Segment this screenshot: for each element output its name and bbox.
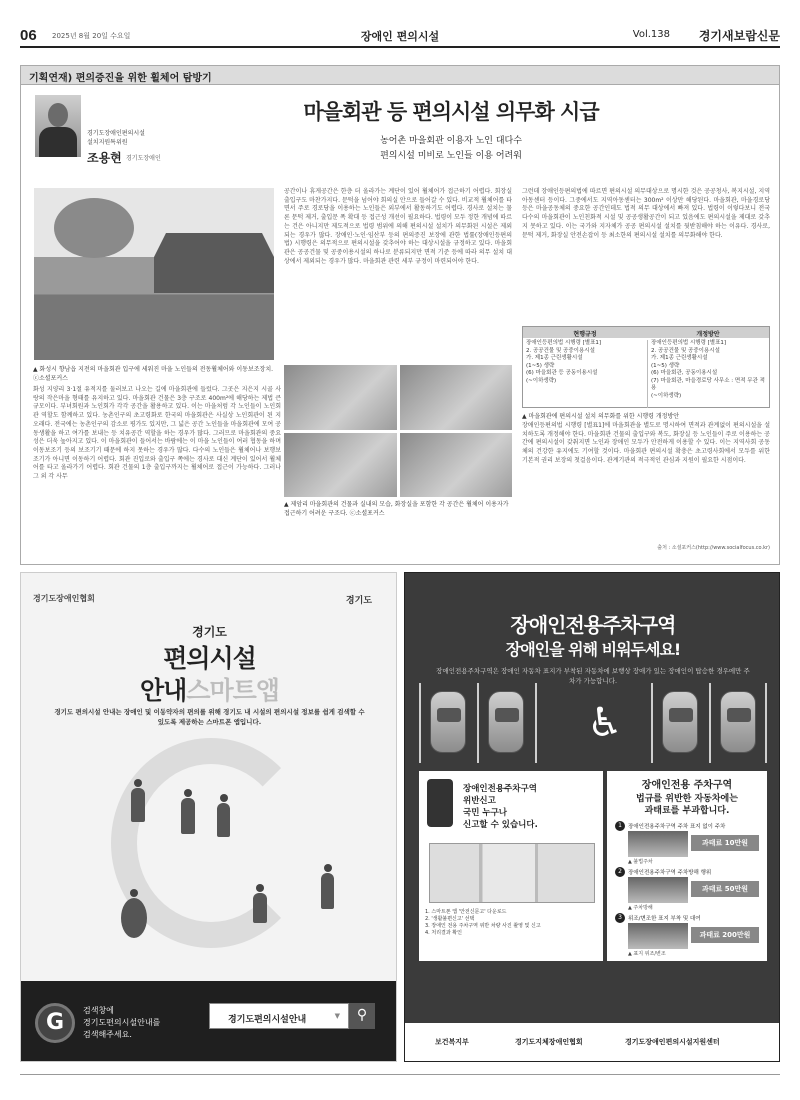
gyeonggi-logo: 경기도 [345,596,372,606]
interior-photo [284,433,397,498]
sponsor-logo: 보건복지부 [435,1038,469,1046]
table-caption: ▲ 마을회관에 편의시설 설치 의무화를 위한 시행령 개정방안 [522,413,680,420]
fine-sub: ▲ 불법주차 [628,859,653,865]
article-body-column: 장애인등편의법 시행령 [별표1]에 마을회관을 별도로 명시하여 면적과 관계없이 편의시설을 설치하도록 개정해야 한다. 마을회관 건물의 출입구와 복도, 화장실 등 노인들이 주로 이용하는 공간에 편의시설이 갖춰지면 노인과 장애인 모두가 안전하게 이용할 수 있다. 이는 지역사회 공동체의 건강한 유지에도 기여할 것이다. 마을회관 편의시설 확충은 초고령사회에서 모두를 위한 기본적 권리 보장의 첫걸음이다. 관계기관의 적극적인 관심과 지원이 필요한 시점이다. [522,422,770,464]
person-illustration [321,873,334,909]
volume-number: Vol.138 [632,29,670,40]
report-step: 4. 처리결과 확인 [425,930,462,936]
subtitle-line: 농어촌 마을회관 이용자 노인 대다수 [380,136,522,146]
report-panel [419,771,603,961]
fine-label: 위조/변조한 표지 부착 및 대여 [628,916,701,922]
footer-rule [20,1074,780,1075]
article-body-column: 그런데 장애인등편의법에 따르면 편의시설 의무대상으로 명시한 것은 공공청사, 복지시설, 지역아동센터 등이다. 그중에서도 지역아동센터는 300m² 이상만 해당된다. 마을회관, 마을경로당 등은 마을공동체의 중요한 공간인데도 법적 의무 대상에서 빠져 있다. 법령이 이렇다보니 전국 다수의 마을회관이 노인친화적 시설 및 공공생활공간이 되고 있음에도 편의시설을 제대로 갖추지 못하고 있다. 이는 국가와 지자체가 공공 편의시설 설치를 뒷받침해야 하는 이유다. 경사로, 문턱 제거, 화장실 안전손잡이 등 최소한의 편의시설 설치를 의무화해야 한다. [522,188,770,239]
app-screenshots [429,843,595,903]
interior-photos [284,365,512,497]
fine-sub: ▲ 주차방해 [628,905,653,911]
person-illustration [217,803,230,837]
article-source: 출처 : 소셜포커스(http://www.socialfocus.co.kr) [657,545,770,551]
newspaper-name: 경기새보람신문 [698,29,780,43]
ad-title-small: 경기도 [192,625,227,639]
author-role: 경기도장애인 [126,155,161,162]
fine-amount: 과태료 50만원 [691,881,759,897]
ad-title-line1: 편의시설 [163,644,256,673]
report-step: 1. 스마트폰 앱 '안전신문고' 다운로드 [425,909,507,915]
village-hall-photo [34,188,274,360]
ad-bottom-bar [21,981,397,1061]
car-icon [720,691,756,753]
fine-amount: 과태료 10만원 [691,835,759,851]
fine-amount: 과태료 200만원 [691,927,759,943]
interior-photo [400,365,513,430]
car-icon [488,691,524,753]
ad-description: 경기도 편의시설 안내는 장애인 및 이동약자의 편의를 위해 경기도 내 시설의 편의시설 정보를 쉽게 검색할 수 있도록 제공하는 스마트폰 앱입니다. [54,708,365,726]
page-number: 06 [20,27,37,44]
association-logo: 경기도장애인협회 [33,594,95,603]
parking-ad [404,572,780,1062]
subtitle-line: 편의시설 미비로 노인들 이용 어려워 [380,151,522,161]
g-badge-icon: G [35,1003,75,1043]
article-body-column: 화성 지양리 3·1절 유적지를 둘러보고 나오는 길에 마을회관에 들렀다. 그곳은 지은지 시골 사랑의 작은마을 형태를 유지하고 있다. 마을회관 건물은 3층 구조로 400m²에 해당하는 제법 큰 규모이다. 부녀회원과 노인회가 각각 공간을 활용하고 있다. 이는 마을처럼 각 노인들이 노인회관 역할도 함께하고 있다. 농촌인구의 초고령화로 한국의 마을회관은 사실상 노인회관이 된 지 오래다. 전국에는 농촌인구의 감소로 평가도 있지만, 그 넓은 공간 노인들을 마을회관에 모여 공동생활을 하고 여가를 보내는 등 치유공간 역할을 하는 경우가 많다. 그러므로 마을회관의 중요성은 더욱 높아지고 있다. 이 마을회관이 들어서는 바람에는 이 마을 노인들이 여러 협동을 하며 이동보조기 등의 보조기기 때문에 하지 못하는 경우가 많다. 다수의 노인들은 휠체어나 보행보조기가 아니면 이동하기 어렵다. 회관 진입로와 출입구 쪽에는 경사로 대신 계단이 있어서 휠체어를 타고 올라가기 어렵다. 회관 건물의 1층 출입구까지는 휠체어로 접근이 가능하다. 그러나 그 외 각 사무 [33,386,281,481]
article-subtitle [281,134,621,164]
person-illustration [253,893,267,923]
fine-sub: ▲ 표지 위조/변조 [628,951,666,957]
fine-label: 장애인전용주차구역 주차방해 행위 [628,870,712,876]
report-steps [425,909,597,937]
violation-photo [628,877,688,903]
fine-panel [607,771,767,961]
sponsor-logo: 경기도장애인편의시설지원센터 [625,1038,720,1046]
section-title: 장애인 편의시설 [360,30,440,43]
parking-headline: 장애인전용주차구역 [510,613,676,637]
regulation-table [522,326,770,408]
ad-title-light: 스마트앱 [186,676,279,705]
fine-title: 장애인전용 주차구역 [641,780,733,791]
wheelchair-user-illustration [121,898,147,938]
search-value: 경기도편의시설안내 [228,1015,307,1025]
fine-row: 3 위조/변조한 표지 부착 및 대여 과태료 200만원 ▲ 표지 위조/변조 [615,913,759,957]
report-step: 2. '생활불편신고' 선택 [425,916,475,922]
table-cell: 장애인등편의법 시행령 [별표1] 2. 공공건물 및 공중이용시설 가. 제1종 근린생활시설 (1~5) 생략 (6) 마을회관, 공동이용시설 (7) 마을회관, 마을경로당 사무소 : 면적 무관 적용 (~이하생략) [647,340,769,408]
chevron-down-icon: ▼ [334,1012,340,1020]
fine-row: 1 장애인전용주차구역 주차 표지 없이 주차 과태료 10만원 ▲ 불법주차 [615,821,759,865]
page-header [20,26,780,46]
search-icon[interactable]: ⚲ [349,1003,375,1029]
parking-lot-graphic [419,683,767,763]
report-step: 3. 장애인 전용 주차구역 위반 차량 사진 촬영 및 신고 [425,923,541,929]
car-icon [662,691,698,753]
fine-label: 장애인전용주차구역 주차 표지 없이 주차 [628,824,726,830]
author-photo [35,95,81,157]
author-org: 경기도장애인편의시설 설치지원특위원 [87,130,145,146]
table-header: 개정방안 [647,327,769,338]
person-illustration [181,798,195,834]
author-name: 조용현 [87,151,122,165]
search-prompt: 검색창에 경기도편의시설안내를 검색해주세요. [83,1006,161,1039]
article-title: 마을회관 등 편의시설 의무화 시급 [303,100,599,124]
search-input[interactable] [209,1003,349,1029]
article-body-column: 공간이나 휴게공간은 한층 더 올라가는 계단이 있어 휠체어가 접근하기 어렵다. 회장실 출입구도 마찬가지다. 문턱을 넘어야 회의실 안으로 들어갈 수 있다. 비교적 휠체어를 타면서 주로 경로당을 이용하는 노인들은 외부에서 활동하기도 어렵다. 경사로 설치는 물론 문턱 제거, 출입문 폭 확대 등 접근성 개선이 필요하다. 법령이 모두 정한 개념에 따르는 건은 아니지만 제도적으로 법령 범위에 의해 편의시설 설치가 의무화된 시설은 제외되는 경우가 많다. 장애인·노인·임산부 등의 편의증진 보장에 관한 법률(장애인등편의법) 시행령은 의무적으로 편의시설을 갖추어야 하는 대상시설을 규정하고 있다. 마을회관은 공공건물 및 공중이용시설의 하나로 분류되지만 면적 기준 등에 따라 의무 설치 대상에서 제외되는 경우가 많다. 마을회관 관련 세부 규정이 마련되어야 한다. [284,188,512,265]
phone-icon [427,779,453,827]
sponsor-logo: 경기도지체장애인협회 [515,1038,583,1046]
table-header: 현행규정 [523,327,647,338]
table-cell: 장애인등편의법 시행령 [별표1] 2. 공공건물 및 공중이용시설 가. 제1종 근린생활시설 (1~5) 생략 (6) 마을회관 등 공동이용시설 (~이하생략) [526,340,602,384]
ad-title-dark: 안내 [140,676,187,705]
car-icon [430,691,466,753]
parking-subheadline: 장애인을 위해 비워두세요! [505,640,681,659]
series-label: 기획연재) 편의증진을 위한 휠체어 탐방기 [21,66,779,85]
fine-subtitle: 법규를 위반한 자동차에는 과태료를 부과합니다. [636,794,738,816]
photo-caption: ▲ 제암리 마을회관의 건물과 실내의 모습, 화장실을 포함한 각 공간은 휠체어 이용자가 접근하기 어려운 구조다. ⓒ소셜포커스 [284,501,509,517]
fine-row: 2 장애인전용주차구역 주차방해 행위 과태료 50만원 ▲ 주차방해 [615,867,759,911]
interior-photo [284,365,397,430]
ad-title-line2 [21,671,397,707]
interior-photo [400,433,513,498]
parking-description: 장애인전용주차구역은 장애인 자동차 표지가 부착된 자동차에 보행상 장애가 있는 장애인이 탑승한 경우에만 주차가 가능합니다. [436,667,750,685]
header-rule [20,46,780,48]
violation-photo [628,923,688,949]
report-text: 장애인전용주차구역 위반신고 국민 누구나 신고할 수 있습니다. [463,784,538,830]
photo-caption: ▲ 화성시 향남읍 지전의 마을회관 입구에 세워진 마을 노인들의 전동휠체어와 이동보조장치. ⓒ소셜포커스 [33,366,274,382]
wheelchair-icon: ♿ [587,700,623,746]
person-illustration [131,788,145,822]
sponsor-logos [405,1023,780,1061]
smart-app-ad [20,572,397,1062]
issue-date: 2025년 8월 20일 수요일 [52,32,131,40]
violation-photo [628,831,688,857]
article [20,65,780,565]
